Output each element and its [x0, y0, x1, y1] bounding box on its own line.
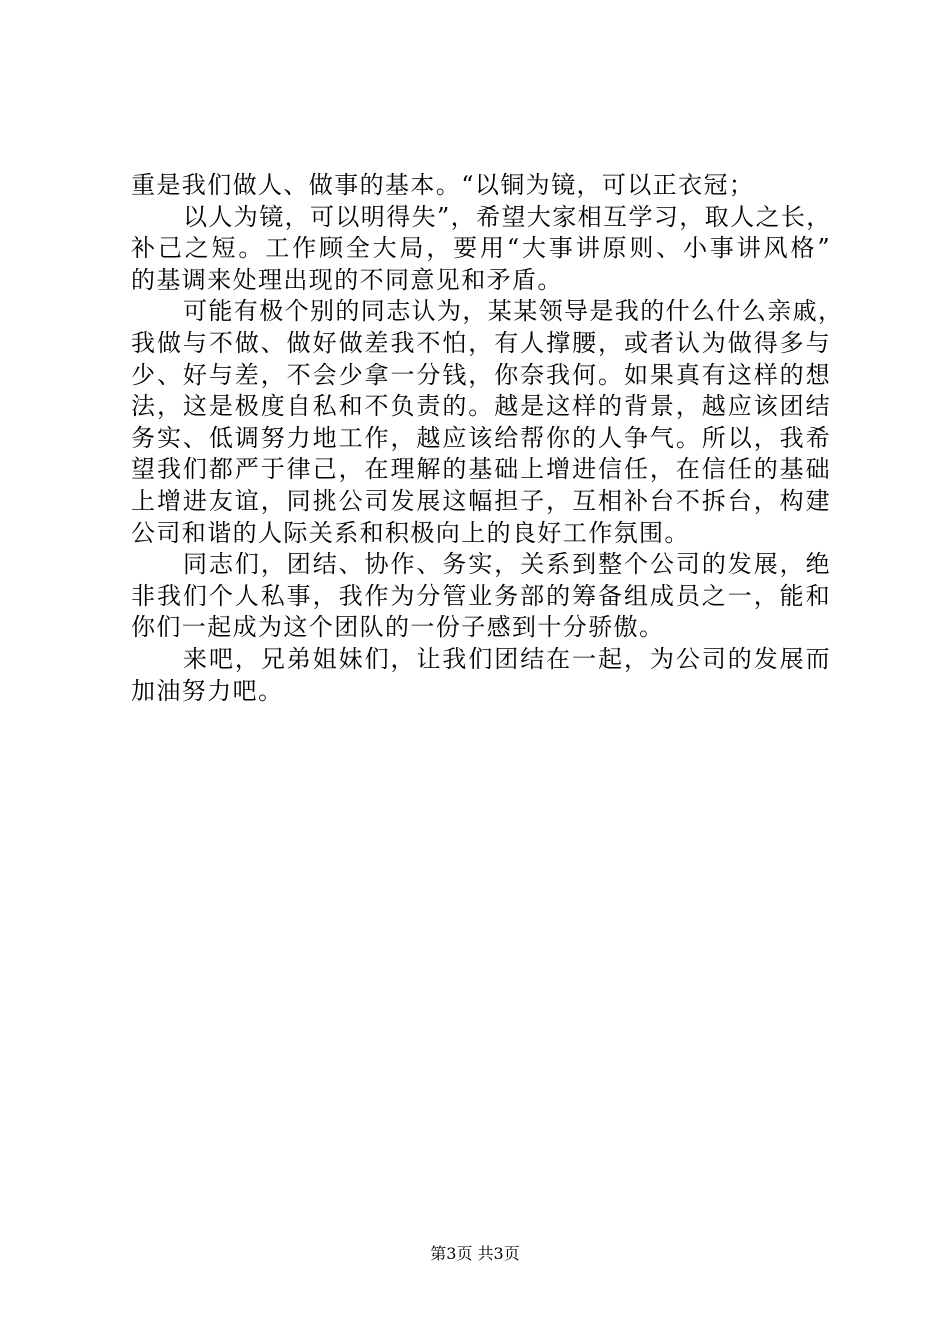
- paragraph-start-line: 同志们，团结、协作、务实，关系到整个公司的发展，绝: [183, 550, 831, 579]
- text-line: 你们一起成为这个团队的一份子感到十分骄傲。: [131, 613, 665, 642]
- text-line: 望我们都严于律己，在理解的基础上增进信任，在信任的基础: [131, 455, 831, 484]
- paragraph-start-line: 来吧，兄弟姐妹们，让我们团结在一起，为公司的发展而: [183, 644, 831, 673]
- paragraph-start-line: 以人为镜，可以明得失”，希望大家相互学习，取人之长，: [183, 202, 832, 231]
- text-line: 我做与不做、做好做差我不怕，有人撑腰，或者认为做得多与: [131, 328, 831, 357]
- text-line: 务实、低调努力地工作，越应该给帮你的人争气。所以，我希: [131, 423, 831, 452]
- text-line: 少、好与差，不会少拿一分钱，你奈我何。如果真有这样的想: [131, 360, 831, 389]
- text-line: 的基调来处理出现的不同意见和矛盾。: [131, 265, 563, 294]
- paragraph-start-line: 可能有极个别的同志认为，某某领导是我的什么什么亲戚，: [183, 297, 844, 326]
- text-line: 法，这是极度自私和不负责的。越是这样的背景，越应该团结: [131, 392, 831, 421]
- text-line: 公司和谐的人际关系和积极向上的良好工作氛围。: [131, 518, 690, 547]
- text-line: 加油努力吧。: [131, 676, 284, 705]
- text-line: 上增进友谊，同挑公司发展这幅担子，互相补台不拆台，构建: [131, 486, 831, 515]
- page-number-footer: 第3页 共3页: [430, 1244, 520, 1263]
- text-line: 补己之短。工作顾全大局，要用“大事讲原则、小事讲风格”: [131, 234, 831, 263]
- document-body: [131, 170, 844, 707]
- text-line: 非我们个人私事，我作为分管业务部的筹备组成员之一，能和: [131, 581, 831, 610]
- text-line: 重是我们做人、做事的基本。“以铜为镜，可以正衣冠；: [131, 171, 755, 199]
